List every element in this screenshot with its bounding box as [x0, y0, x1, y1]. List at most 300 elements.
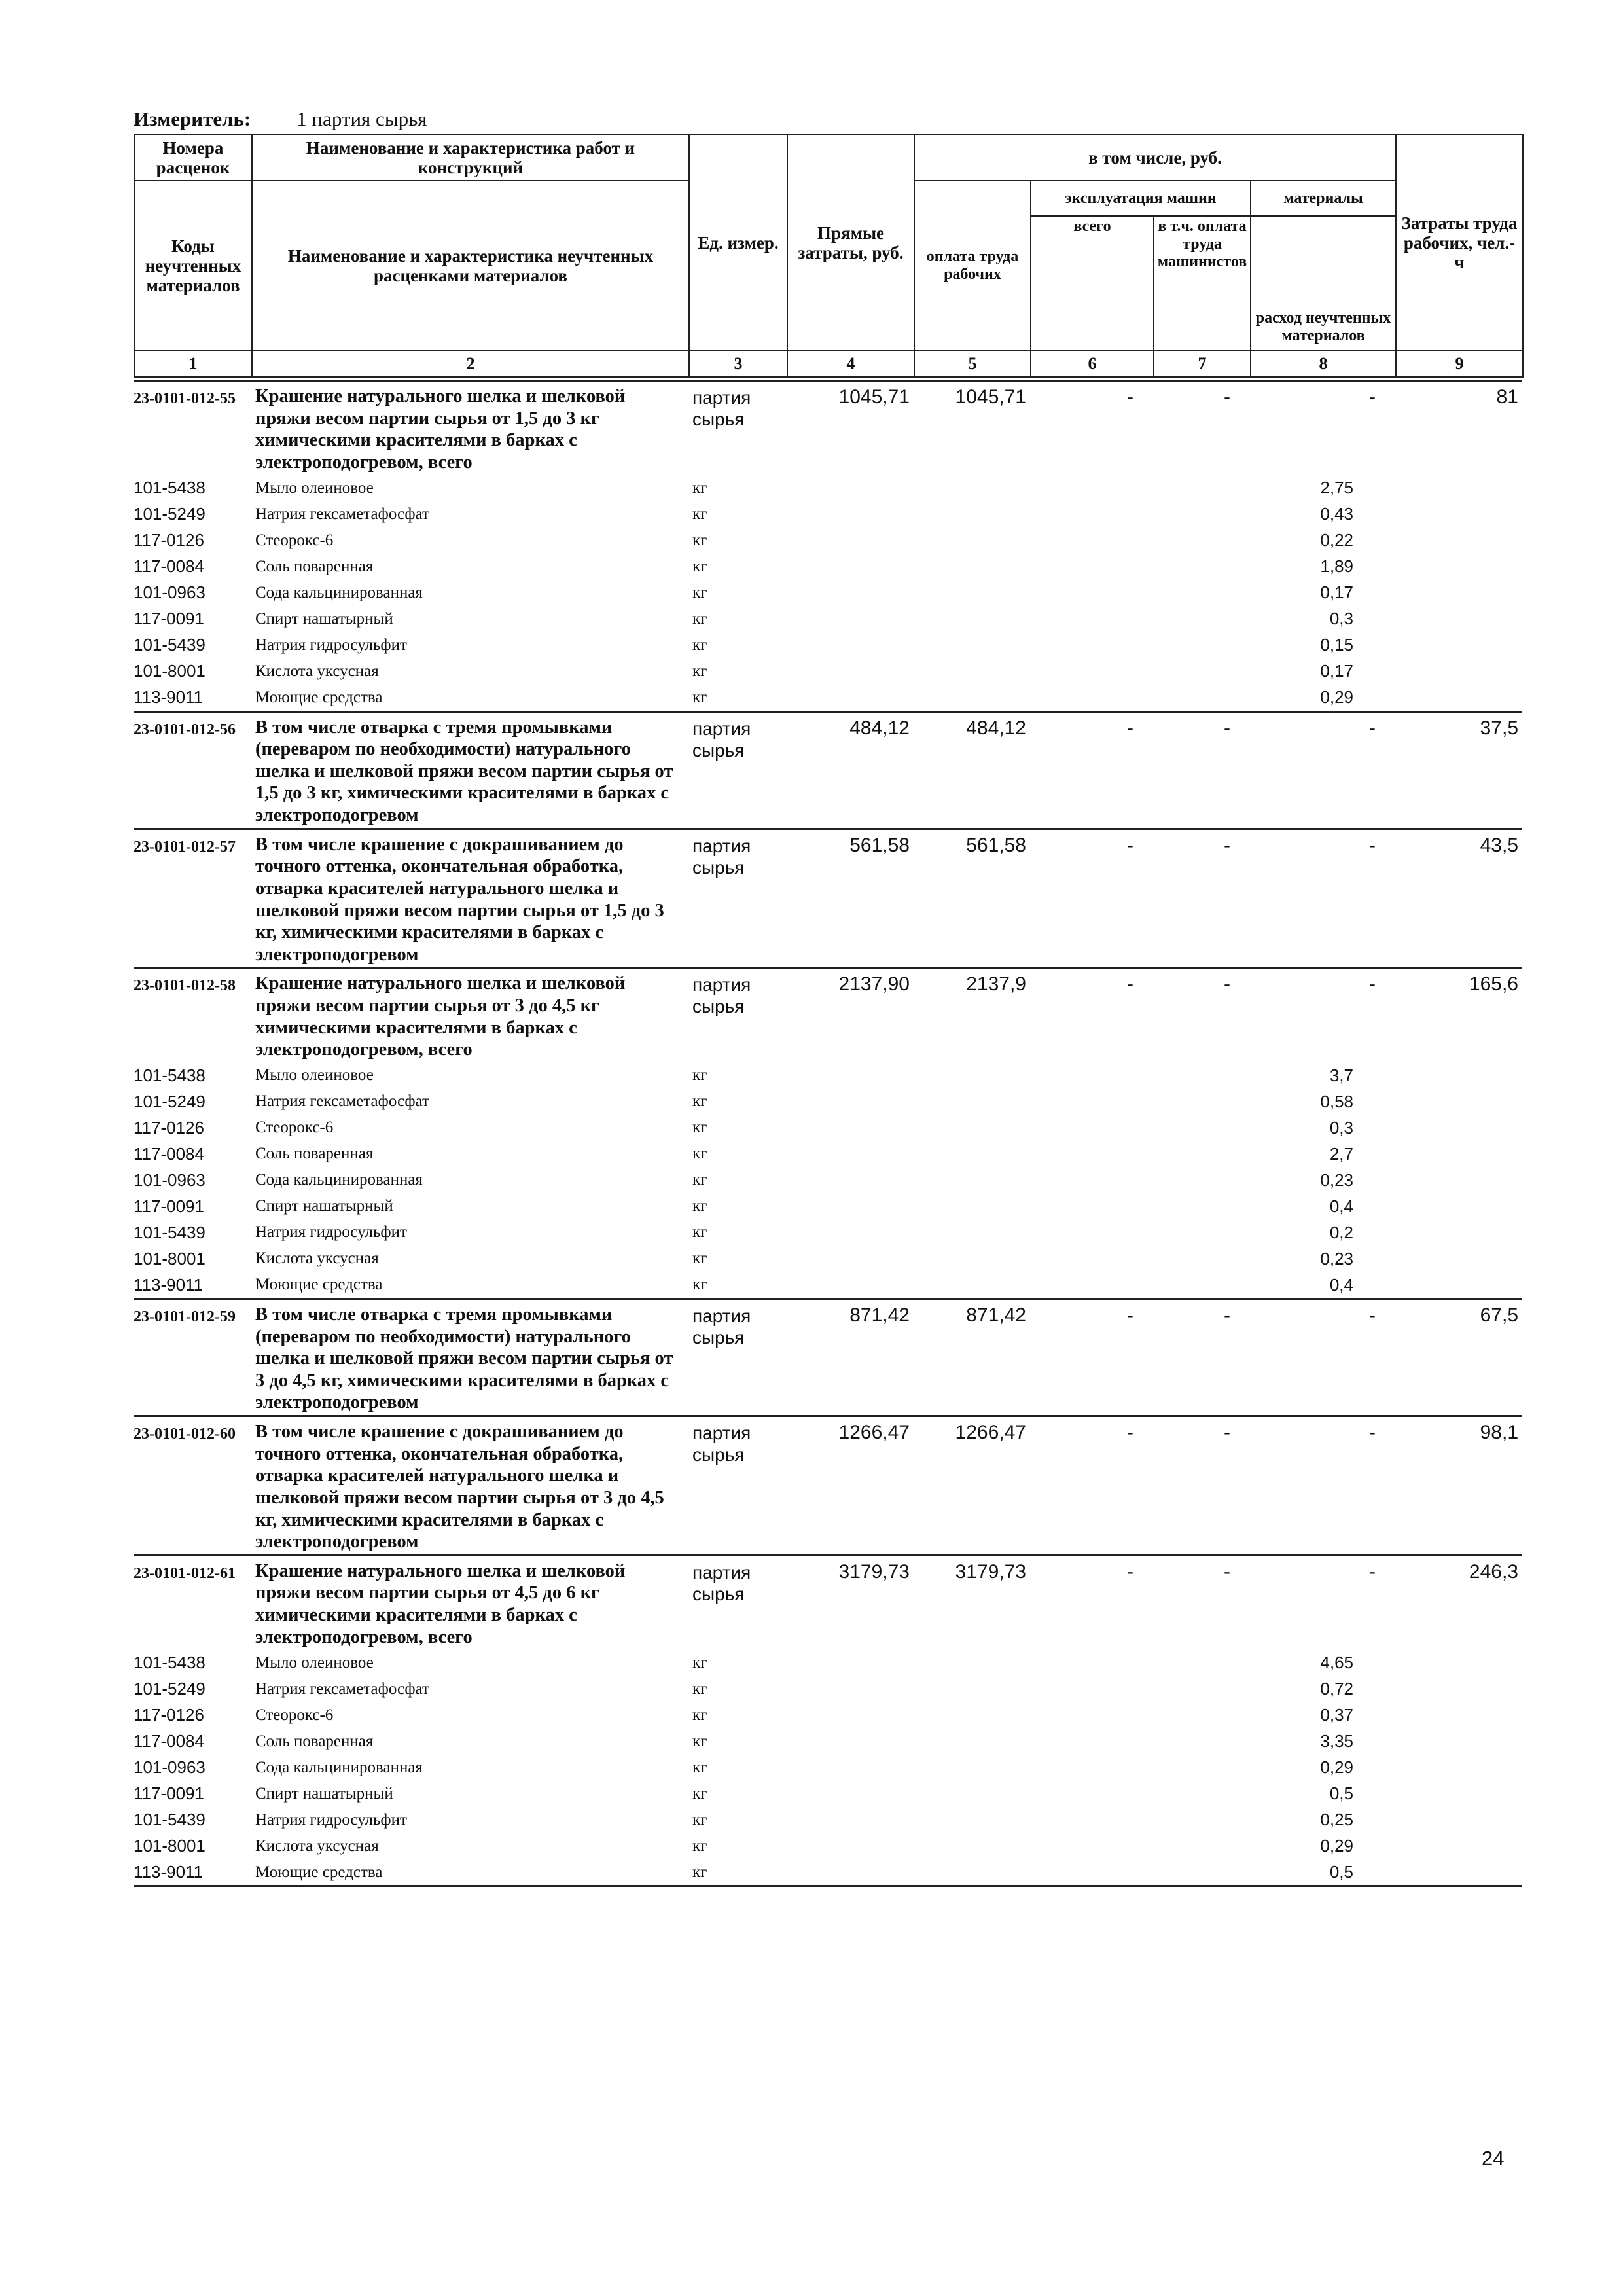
material-code: 113-9011 [134, 1274, 204, 1295]
empty-cell [787, 658, 914, 685]
caption-label: Измеритель: [134, 107, 251, 130]
material-name: Сода кальцинированная [255, 583, 423, 601]
empty-cell [1153, 1833, 1250, 1859]
material-row [134, 1728, 1522, 1754]
empty-cell [1153, 501, 1250, 528]
column-number: 9 [1396, 351, 1523, 377]
empty-cell [914, 1728, 1030, 1754]
column-number: 5 [914, 351, 1031, 377]
empty-cell [1395, 1272, 1522, 1299]
material-name: Натрия гексаметафосфат [255, 1092, 429, 1111]
column-number: 6 [1031, 351, 1154, 377]
material-name: Сода кальцинированная [255, 1758, 423, 1776]
material-code: 101-5438 [134, 1065, 205, 1085]
material-qty: 0,23 [1320, 1248, 1353, 1268]
empty-cell [1030, 580, 1153, 606]
empty-cell [914, 632, 1030, 658]
rate-name: Крашение натурального шелка и шелковой пряжи весом партии сырья от 4,5 до 6 кг химическими красителями в барках с электроподогревом, всего [251, 1555, 688, 1649]
header-labor-cost: Затраты труда рабочих, чел.-ч [1396, 135, 1523, 351]
rate-direct-costs: 3179,73 [787, 1555, 914, 1649]
rate-unit: партия сырья [688, 829, 787, 968]
rate-unit: партия сырья [688, 1416, 787, 1556]
empty-cell [1153, 475, 1250, 501]
rate-name: В том числе отварка с тремя промывками (переваром по необходимости) натурального шелка и шелковой пряжи весом партии сырья от 1,5 до 3 кг, химическими красителями в барках с электроподогревом [251, 711, 688, 829]
material-row [134, 685, 1522, 712]
material-qty: 0,25 [1320, 1809, 1353, 1829]
material-name: Натрия гексаметафосфат [255, 505, 429, 523]
header-table [134, 134, 1524, 378]
material-unit: кг [692, 1679, 707, 1698]
empty-cell [1153, 554, 1250, 580]
empty-cell [1030, 1754, 1153, 1780]
material-code: 117-0084 [134, 556, 204, 577]
material-row [134, 1676, 1522, 1702]
rate-direct-costs: 871,42 [787, 1299, 914, 1416]
rate-materials: - [1250, 829, 1395, 968]
rate-row [134, 1555, 1522, 1649]
empty-cell [1030, 1115, 1153, 1141]
header-unit: Ед. измер. [689, 135, 787, 351]
material-unit: кг [692, 1653, 707, 1672]
rate-labor-cost: 81 [1395, 381, 1522, 475]
material-qty: 0,5 [1329, 1783, 1353, 1803]
empty-cell [914, 1702, 1030, 1728]
material-unit: кг [692, 583, 707, 601]
material-name: Стеорокс-6 [255, 1119, 334, 1137]
material-row [134, 1272, 1522, 1299]
material-code: 117-0084 [134, 1143, 204, 1164]
empty-cell [1153, 1272, 1250, 1299]
empty-cell [1395, 1780, 1522, 1806]
material-name: Моющие средства [255, 688, 383, 706]
material-name: Стеорокс-6 [255, 531, 334, 549]
material-code: 101-5249 [134, 1678, 205, 1698]
material-name: Соль поваренная [255, 557, 374, 575]
material-row [134, 528, 1522, 554]
material-unit: кг [692, 1092, 707, 1111]
material-name: Натрия гидросульфит [255, 1223, 407, 1242]
rate-row [134, 1299, 1522, 1416]
empty-cell [1153, 1088, 1250, 1115]
material-row [134, 1833, 1522, 1859]
rate-labor-pay: 3179,73 [914, 1555, 1030, 1649]
empty-cell [1153, 685, 1250, 712]
material-code: 101-8001 [134, 1835, 205, 1856]
header-machines-total: всего [1031, 216, 1154, 351]
rate-machines-operators: - [1153, 968, 1250, 1062]
empty-cell [1395, 1702, 1522, 1728]
material-code: 113-9011 [134, 1859, 251, 1886]
rate-code: 23-0101-012-56 [134, 711, 251, 829]
empty-cell [1153, 1649, 1250, 1676]
empty-cell [787, 580, 914, 606]
empty-cell [1395, 580, 1522, 606]
material-unit: кг [692, 531, 707, 549]
column-number: 1 [134, 351, 252, 377]
material-name: Кислота уксусная [255, 1837, 379, 1855]
empty-cell [1153, 1246, 1250, 1272]
empty-cell [914, 1062, 1030, 1088]
empty-cell [1153, 1062, 1250, 1088]
material-code: 101-5249 [134, 1091, 205, 1111]
empty-cell [1030, 658, 1153, 685]
rate-unit: партия сырья [688, 1299, 787, 1416]
empty-cell [914, 580, 1030, 606]
page-number: 24 [1482, 2147, 1505, 2170]
empty-cell [914, 1115, 1030, 1141]
material-name: Стеорокс-6 [255, 1706, 334, 1724]
empty-cell [1395, 685, 1522, 712]
header-direct-costs: Прямые затраты, руб. [787, 135, 914, 351]
material-unit: кг [692, 1145, 707, 1163]
empty-cell [787, 1167, 914, 1193]
empty-cell [1030, 1193, 1153, 1219]
rate-machines-total: - [1030, 1555, 1153, 1649]
empty-cell [1153, 1728, 1250, 1754]
empty-cell [914, 1806, 1030, 1833]
empty-cell [1030, 1272, 1153, 1299]
material-qty: 0,5 [1250, 1859, 1395, 1886]
rate-machines-total: - [1030, 1299, 1153, 1416]
empty-cell [1395, 1115, 1522, 1141]
empty-cell [1153, 606, 1250, 632]
rate-name: В том числе отварка с тремя промывками (переваром по необходимости) натурального шелка и шелковой пряжи весом партии сырья от 3 до 4,5 кг, химическими красителями в барках с электроподогревом [251, 1299, 688, 1416]
header-labor-pay: оплата труда рабочих [914, 181, 1031, 351]
material-row [134, 1754, 1522, 1780]
rate-labor-cost: 246,3 [1395, 1555, 1522, 1649]
material-row [134, 1062, 1522, 1088]
rate-code: 23-0101-012-61 [134, 1555, 251, 1649]
material-row [134, 1219, 1522, 1246]
rate-code: 23-0101-012-60 [134, 1416, 251, 1556]
empty-cell [1030, 501, 1153, 528]
empty-cell [787, 1780, 914, 1806]
header-machines-operators: в т.ч. оплата труда машинистов [1154, 216, 1251, 351]
rate-code: 23-0101-012-59 [134, 1299, 251, 1416]
rate-name: Крашение натурального шелка и шелковой пряжи весом партии сырья от 1,5 до 3 кг химическими красителями в барках с электроподогревом, всего [251, 381, 688, 475]
rate-labor-pay: 1045,71 [914, 381, 1030, 475]
empty-cell [1030, 1219, 1153, 1246]
material-name: Соль поваренная [255, 1732, 374, 1750]
material-row [134, 1141, 1522, 1167]
empty-cell [1395, 632, 1522, 658]
material-unit: кг [692, 636, 707, 654]
empty-cell [1395, 1728, 1522, 1754]
empty-cell [1030, 475, 1153, 501]
material-row [134, 1702, 1522, 1728]
rate-materials: - [1250, 968, 1395, 1062]
material-unit: кг [692, 478, 707, 497]
empty-cell [1395, 658, 1522, 685]
empty-cell [914, 1676, 1030, 1702]
rate-labor-pay: 561,58 [914, 829, 1030, 968]
empty-cell [1153, 1754, 1250, 1780]
material-unit: кг [692, 1810, 707, 1829]
empty-cell [787, 1246, 914, 1272]
material-unit: кг [692, 1223, 707, 1242]
rate-name: В том числе крашение с докрашиванием до точного оттенка, окончательная обработка, отварка красителей натурального шелка и шелковой пряжи весом партии сырья от 3 до 4,5 кг, химическими красителями в барках с электроподогревом [251, 1416, 688, 1556]
material-name: Спирт нашатырный [255, 1784, 393, 1803]
material-unit: кг [692, 557, 707, 575]
material-qty: 0,29 [1320, 687, 1353, 708]
empty-cell [1395, 1859, 1522, 1886]
material-name: Кислота уксусная [255, 662, 379, 680]
empty-cell [1153, 580, 1250, 606]
empty-cell [914, 1754, 1030, 1780]
material-row [134, 1859, 1522, 1886]
rate-machines-operators: - [1153, 1555, 1250, 1649]
material-row [134, 1806, 1522, 1833]
empty-cell [1030, 1649, 1153, 1676]
material-code: 117-0084 [134, 1731, 204, 1751]
empty-cell [787, 1062, 914, 1088]
rate-machines-operators: - [1153, 1416, 1250, 1556]
empty-cell [914, 1780, 1030, 1806]
material-row [134, 1115, 1522, 1141]
material-code: 117-0126 [134, 1704, 204, 1725]
empty-cell [1030, 1246, 1153, 1272]
rate-name: В том числе крашение с докрашиванием до точного оттенка, окончательная обработка, отварка красителей натурального шелка и шелковой пряжи весом партии сырья от 1,5 до 3 кг, химическими красителями в барках с электроподогревом [251, 829, 688, 968]
empty-cell [787, 475, 914, 501]
material-code: 117-0126 [134, 530, 204, 550]
header-material-names: Наименование и характеристика неучтенных расценками материалов [252, 181, 689, 351]
empty-cell [1395, 1219, 1522, 1246]
material-qty: 4,65 [1320, 1652, 1353, 1672]
material-unit: кг [692, 1119, 707, 1137]
empty-cell [1030, 1141, 1153, 1167]
empty-cell [787, 554, 914, 580]
empty-cell [1030, 1859, 1153, 1886]
material-name: Спирт нашатырный [255, 609, 393, 628]
empty-cell [1030, 554, 1153, 580]
rate-labor-cost: 165,6 [1395, 968, 1522, 1062]
material-unit: кг [692, 1249, 707, 1268]
empty-cell [1395, 606, 1522, 632]
empty-cell [787, 1859, 914, 1886]
empty-cell [1030, 1728, 1153, 1754]
material-qty: 0,4 [1329, 1274, 1353, 1295]
empty-cell [914, 1649, 1030, 1676]
rate-labor-pay: 871,42 [914, 1299, 1030, 1416]
material-unit: кг [692, 609, 707, 628]
empty-cell [1030, 528, 1153, 554]
empty-cell [1030, 685, 1153, 712]
column-number: 2 [252, 351, 689, 377]
column-number: 8 [1251, 351, 1396, 377]
rate-machines-total: - [1030, 711, 1153, 829]
rate-unit: партия сырья [688, 968, 787, 1062]
material-name: Натрия гидросульфит [255, 1810, 407, 1829]
material-qty: 0,3 [1329, 609, 1353, 629]
material-qty: 0,29 [1320, 1835, 1353, 1856]
header-material-codes: Коды неучтенных материалов [134, 181, 252, 351]
empty-cell [1153, 1806, 1250, 1833]
material-code: 101-5439 [134, 1809, 205, 1829]
empty-cell [787, 1806, 914, 1833]
empty-cell [787, 501, 914, 528]
empty-cell [914, 1859, 1030, 1886]
empty-cell [1030, 1806, 1153, 1833]
material-name: Моющие средства [251, 1859, 688, 1886]
header-rate-numbers: Номера расценок [134, 135, 252, 181]
empty-cell [1030, 1676, 1153, 1702]
material-qty: 0,22 [1320, 530, 1353, 550]
empty-cell [1395, 554, 1522, 580]
rate-machines-operators: - [1153, 711, 1250, 829]
rate-materials: - [1250, 1416, 1395, 1556]
material-unit: кг [692, 1837, 707, 1855]
empty-cell [1153, 1167, 1250, 1193]
material-name: Кислота уксусная [255, 1249, 379, 1268]
material-name: Соль поваренная [255, 1145, 374, 1163]
empty-cell [1153, 528, 1250, 554]
empty-cell [1030, 632, 1153, 658]
rate-machines-total: - [1030, 381, 1153, 475]
material-qty: 2,7 [1329, 1143, 1353, 1164]
empty-cell [1153, 1676, 1250, 1702]
material-unit: кг [692, 662, 707, 680]
table-caption [134, 107, 427, 131]
empty-cell [1030, 1088, 1153, 1115]
material-qty: 3,35 [1320, 1731, 1353, 1751]
header-machines: эксплуатация машин [1031, 181, 1251, 216]
material-code: 101-5438 [134, 478, 205, 498]
rate-unit: партия сырья [688, 711, 787, 829]
material-qty: 0,23 [1320, 1170, 1353, 1190]
empty-cell [1395, 475, 1522, 501]
material-qty: 0,43 [1320, 504, 1353, 524]
empty-cell [787, 1115, 914, 1141]
rate-labor-cost: 37,5 [1395, 711, 1522, 829]
empty-cell [1030, 1167, 1153, 1193]
material-unit: кг [692, 688, 707, 706]
rate-unit: партия сырья [688, 381, 787, 475]
header-materials-unaccounted: расход неучтенных материалов [1251, 216, 1396, 351]
material-row [134, 1246, 1522, 1272]
material-code: 117-0126 [134, 1117, 204, 1138]
empty-cell [914, 1167, 1030, 1193]
empty-cell [1395, 1062, 1522, 1088]
material-code: 117-0091 [134, 609, 204, 629]
material-unit: кг [692, 505, 707, 523]
material-row [134, 1780, 1522, 1806]
rate-row [134, 968, 1522, 1062]
rate-labor-cost: 67,5 [1395, 1299, 1522, 1416]
empty-cell [1030, 1780, 1153, 1806]
empty-cell [1395, 1754, 1522, 1780]
empty-cell [787, 1141, 914, 1167]
empty-cell [914, 606, 1030, 632]
column-number: 3 [689, 351, 787, 377]
empty-cell [1153, 1780, 1250, 1806]
empty-cell [914, 1141, 1030, 1167]
material-row [134, 658, 1522, 685]
empty-cell [1153, 1193, 1250, 1219]
rate-machines-operators: - [1153, 829, 1250, 968]
empty-cell [1395, 1649, 1522, 1676]
empty-cell [914, 475, 1030, 501]
rate-direct-costs: 1045,71 [787, 381, 914, 475]
empty-cell [914, 501, 1030, 528]
material-unit: кг [692, 1758, 707, 1776]
empty-cell [914, 528, 1030, 554]
rate-direct-costs: 561,58 [787, 829, 914, 968]
material-code: 101-8001 [134, 661, 205, 681]
material-code: 117-0091 [134, 1783, 204, 1803]
empty-cell [787, 685, 914, 712]
material-qty: 0,72 [1320, 1678, 1353, 1698]
empty-cell [787, 1728, 914, 1754]
rate-direct-costs: 1266,47 [787, 1416, 914, 1556]
header-including: в том числе, руб. [914, 135, 1396, 181]
material-code: 101-8001 [134, 1248, 205, 1268]
empty-cell [787, 528, 914, 554]
empty-cell [1030, 606, 1153, 632]
empty-cell [1395, 1141, 1522, 1167]
empty-cell [1395, 1806, 1522, 1833]
rate-code: 23-0101-012-55 [134, 381, 251, 475]
rate-labor-cost: 43,5 [1395, 829, 1522, 968]
rate-row [134, 711, 1522, 829]
material-name: Сода кальцинированная [255, 1171, 423, 1189]
rate-materials: - [1250, 711, 1395, 829]
rate-code: 23-0101-012-58 [134, 968, 251, 1062]
empty-cell [787, 1088, 914, 1115]
empty-cell [914, 1088, 1030, 1115]
empty-cell [1395, 1833, 1522, 1859]
material-row [134, 1193, 1522, 1219]
material-code: 101-0963 [134, 583, 205, 603]
material-name: Моющие средства [255, 1276, 383, 1294]
material-qty: 0,29 [1320, 1757, 1353, 1777]
empty-cell [1153, 1219, 1250, 1246]
material-qty: 3,7 [1329, 1065, 1353, 1085]
material-code: 101-5438 [134, 1652, 205, 1672]
rate-materials: - [1250, 1555, 1395, 1649]
empty-cell [914, 1833, 1030, 1859]
caption-unit: 1 партия сырья [296, 107, 427, 130]
rate-labor-pay: 2137,9 [914, 968, 1030, 1062]
material-qty: 0,58 [1320, 1091, 1353, 1111]
rate-labor-pay: 1266,47 [914, 1416, 1030, 1556]
empty-cell [1395, 501, 1522, 528]
rate-row [134, 829, 1522, 968]
rate-name: Крашение натурального шелка и шелковой пряжи весом партии сырья от 3 до 4,5 кг химическими красителями в барках с электроподогревом, всего [251, 968, 688, 1062]
material-row [134, 554, 1522, 580]
material-row [134, 475, 1522, 501]
material-row [134, 1649, 1522, 1676]
material-qty: 0,3 [1329, 1117, 1353, 1138]
material-qty: 1,89 [1320, 556, 1353, 577]
material-row [134, 501, 1522, 528]
material-name: Спирт нашатырный [255, 1197, 393, 1215]
empty-cell [1395, 1088, 1522, 1115]
empty-cell [914, 658, 1030, 685]
material-unit: кг [692, 1066, 707, 1085]
empty-cell [1395, 528, 1522, 554]
material-code: 117-0091 [134, 1196, 204, 1216]
material-qty: 0,17 [1320, 583, 1353, 603]
rate-labor-pay: 484,12 [914, 711, 1030, 829]
empty-cell [787, 606, 914, 632]
rate-machines-total: - [1030, 968, 1153, 1062]
empty-cell [1030, 1062, 1153, 1088]
empty-cell [1395, 1676, 1522, 1702]
empty-cell [787, 1649, 914, 1676]
material-unit: кг [692, 1706, 707, 1724]
empty-cell [914, 1246, 1030, 1272]
material-qty: 0,37 [1320, 1704, 1353, 1725]
